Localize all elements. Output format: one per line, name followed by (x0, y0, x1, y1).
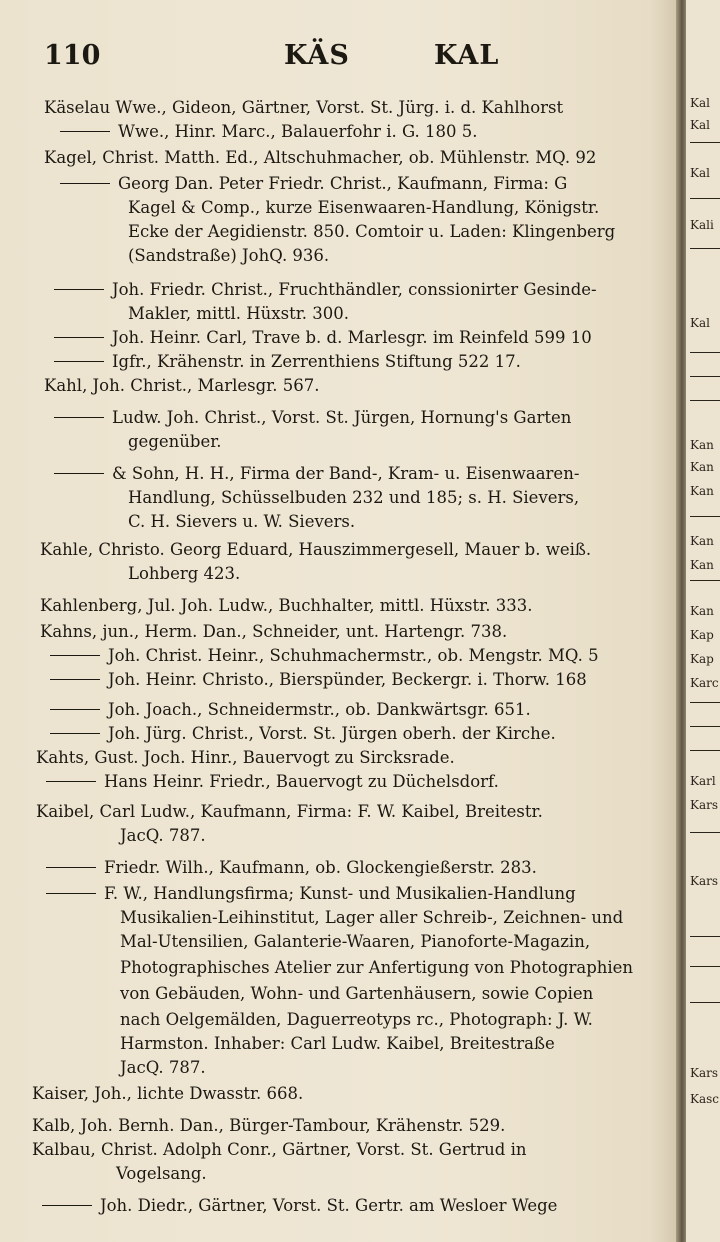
continuation-line (42, 1194, 557, 1218)
entry-text: Kagel & Comp., kurze Eisenwaaren-Handlung, Königstr. (128, 198, 600, 217)
ditto-dash (54, 337, 104, 338)
adjacent-page-dash (690, 516, 720, 517)
adjacent-page-fragment: Kali (690, 218, 714, 232)
continuation-line (60, 120, 478, 144)
entry-text: Handlung, Schüsselbuden 232 und 185; s. H. Sievers, (128, 488, 580, 507)
continuation-line (50, 698, 531, 722)
ditto-dash (46, 781, 96, 782)
adjacent-page-fragment: Kal (690, 96, 710, 110)
entry-text: Joh. Heinr. Carl, Trave b. d. Marlesgr. im Reinfeld 599 10 (112, 328, 592, 347)
header-last-entry: KAL (434, 40, 500, 71)
ditto-dash (60, 131, 110, 132)
entry-text: Joh. Diedr., Gärtner, Vorst. St. Gertr. am Wesloer Wege (100, 1196, 558, 1215)
continuation-line (54, 326, 592, 350)
continuation-line (50, 722, 556, 746)
adjacent-page-fragment: Kars (690, 798, 719, 812)
entry-line (40, 620, 507, 644)
entry-line (44, 146, 596, 170)
adjacent-page-dash (690, 142, 720, 143)
ditto-dash (50, 709, 100, 710)
entry-text: Kalbau, Christ. Adolph Conr., Gärtner, Vorst. St. Gertrud in (32, 1140, 527, 1159)
adjacent-page-dash (690, 936, 720, 937)
entry-line (120, 1056, 206, 1080)
adjacent-page-fragment: Karc (690, 676, 719, 690)
entry-line (120, 1008, 593, 1032)
entry-text: Lohberg 423. (128, 564, 241, 583)
adjacent-page-dash (690, 750, 720, 751)
entry-text: Hans Heinr. Friedr., Bauervogt zu Düchelsdorf. (104, 772, 499, 791)
entry-text: Joh. Christ. Heinr., Schuhmachermstr., ob. Mengstr. MQ. 5 (108, 646, 599, 665)
adjacent-page-fragment: Kars (690, 1066, 719, 1080)
ditto-dash (50, 679, 100, 680)
entry-text: Kahns, jun., Herm. Dan., Schneider, unt. Hartengr. 738. (40, 622, 508, 641)
adjacent-page-fragment: Kan (690, 460, 714, 474)
ditto-dash (46, 867, 96, 868)
header-first-entry: KÄS (284, 40, 350, 71)
continuation-line (54, 350, 521, 374)
entry-line (36, 746, 455, 770)
entry-text: JacQ. 787. (120, 1058, 206, 1077)
entry-line (120, 930, 590, 954)
entry-text: Kagel, Christ. Matth. Ed., Altschuhmacher, ob. Mühlenstr. MQ. 92 (44, 148, 597, 167)
entry-line (128, 486, 579, 510)
adjacent-page-fragment: Kap (690, 628, 714, 642)
adjacent-page-dash (690, 352, 720, 353)
adjacent-page-fragment: Kan (690, 484, 714, 498)
adjacent-page-fragment: Kal (690, 166, 710, 180)
entry-text: Joh. Friedr. Christ., Fruchthändler, conssionirter Gesinde- (112, 280, 597, 299)
entry-text: Musikalien-Leihinstitut, Lager aller Schreib-, Zeichnen- und (120, 908, 624, 927)
adjacent-page-fragment: Kars (690, 874, 719, 888)
page-number: 110 (44, 40, 101, 71)
adjacent-page-fragment: Karl (690, 774, 716, 788)
entry-text: Joh. Jürg. Christ., Vorst. St. Jürgen oberh. der Kirche. (108, 724, 556, 743)
entry-line (128, 220, 615, 244)
entry-text: C. H. Sievers u. W. Sievers. (128, 512, 356, 531)
entry-text: Wwe., Hinr. Marc., Balauerfohr i. G. 180 5. (118, 122, 478, 141)
adjacent-page-fragment: Kap (690, 652, 714, 666)
adjacent-page-dash (690, 198, 720, 199)
entry-line (128, 562, 240, 586)
entry-line (116, 1162, 207, 1186)
entry-text: Kahlenberg, Jul. Joh. Ludw., Buchhalter, mittl. Hüxstr. 333. (40, 596, 533, 615)
ditto-dash (54, 361, 104, 362)
adjacent-page-dash (690, 832, 720, 833)
adjacent-page-dash (690, 702, 720, 703)
entry-line (44, 96, 563, 120)
adjacent-page-dash (690, 1002, 720, 1003)
adjacent-page-dash (690, 580, 720, 581)
continuation-line (60, 172, 567, 196)
entry-line (128, 430, 222, 454)
continuation-line (54, 278, 597, 302)
entry-text: von Gebäuden, Wohn- und Gartenhäusern, sowie Copien (120, 984, 594, 1003)
continuation-line (50, 644, 599, 668)
adjacent-page-dash (690, 376, 720, 377)
continuation-line (46, 882, 576, 906)
adjacent-page-fragment: Kasc (690, 1092, 719, 1106)
entry-text: Kahts, Gust. Joch. Hinr., Bauervogt zu Sircksrade. (36, 748, 455, 767)
entry-text: Joh. Heinr. Christo., Bierspünder, Beckergr. i. Thorw. 168 (108, 670, 587, 689)
entry-text: Kaiser, Joh., lichte Dwasstr. 668. (32, 1084, 304, 1103)
entry-text: Mal-Utensilien, Galanterie-Waaren, Pianoforte-Magazin, (120, 932, 591, 951)
ditto-dash (46, 893, 96, 894)
entry-text: Kalb, Joh. Bernh. Dan., Bürger-Tambour, Krähenstr. 529. (32, 1116, 506, 1135)
entry-text: Kaibel, Carl Ludw., Kaufmann, Firma: F. W. Kaibel, Breitestr. (36, 802, 543, 821)
continuation-line (50, 668, 587, 692)
continuation-line (46, 770, 499, 794)
entry-line (120, 956, 633, 980)
entry-text: Vogelsang. (116, 1164, 207, 1183)
ditto-dash (54, 417, 104, 418)
adjacent-page-fragment: Kan (690, 558, 714, 572)
entry-line (120, 906, 623, 930)
entry-line (32, 1138, 527, 1162)
ditto-dash (60, 183, 110, 184)
page-header (44, 40, 674, 80)
book-gutter (676, 0, 686, 1242)
entry-line (120, 1032, 555, 1056)
entry-line (44, 374, 319, 398)
entry-line (40, 538, 591, 562)
continuation-line (54, 462, 579, 486)
entry-text: Ecke der Aegidienstr. 850. Comtoir u. Laden: Klingenberg (128, 222, 616, 241)
adjacent-page-edge (686, 0, 720, 1242)
adjacent-page-dash (690, 726, 720, 727)
entry-line (36, 800, 543, 824)
entry-text: gegenüber. (128, 432, 222, 451)
entry-line (128, 510, 355, 534)
entry-text: nach Oelgemälden, Daguerreotyps rc., Photograph: J. W. (120, 1010, 593, 1029)
entry-line (128, 196, 599, 220)
ditto-dash (42, 1205, 92, 1206)
entry-line (120, 824, 206, 848)
entry-line (32, 1114, 505, 1138)
entry-line (120, 982, 593, 1006)
ditto-dash (50, 655, 100, 656)
adjacent-page-dash (690, 966, 720, 967)
ditto-dash (54, 473, 104, 474)
entry-text: JacQ. 787. (120, 826, 206, 845)
adjacent-page-fragment: Kan (690, 534, 714, 548)
entry-text: Georg Dan. Peter Friedr. Christ., Kaufmann, Firma: G (118, 174, 568, 193)
ditto-dash (50, 733, 100, 734)
entry-text: (Sandstraße) JohQ. 936. (128, 246, 330, 265)
entry-line (32, 1082, 303, 1106)
adjacent-page-fragment: Kal (690, 316, 710, 330)
entry-text: Käselau Wwe., Gideon, Gärtner, Vorst. St. Jürg. i. d. Kahlhorst (44, 98, 564, 117)
entry-line (128, 244, 329, 268)
entry-text: Photographisches Atelier zur Anfertigung von Photographien (120, 958, 634, 977)
entry-text: Makler, mittl. Hüxstr. 300. (128, 304, 350, 323)
adjacent-page-fragment: Kan (690, 438, 714, 452)
adjacent-page-dash (690, 248, 720, 249)
entry-text: Kahle, Christo. Georg Eduard, Hauszimmergesell, Mauer b. weiß. (40, 540, 592, 559)
continuation-line (46, 856, 537, 880)
continuation-line (54, 406, 571, 430)
entry-line (128, 302, 349, 326)
ditto-dash (54, 289, 104, 290)
entry-text: Joh. Joach., Schneidermstr., ob. Dankwärtsgr. 651. (108, 700, 531, 719)
entry-text: F. W., Handlungsfirma; Kunst- und Musikalien-Handlung (104, 884, 576, 903)
entry-text: Igfr., Krähenstr. in Zerrenthiens Stiftung 522 17. (112, 352, 521, 371)
entry-text: Friedr. Wilh., Kaufmann, ob. Glockengießerstr. 283. (104, 858, 537, 877)
entry-text: Ludw. Joh. Christ., Vorst. St. Jürgen, Hornung's Garten (112, 408, 572, 427)
entry-text: & Sohn, H. H., Firma der Band-, Kram- u. Eisenwaaren- (112, 464, 580, 483)
entry-text: Harmston. Inhaber: Carl Ludw. Kaibel, Breitestraße (120, 1034, 555, 1053)
entry-line (40, 594, 532, 618)
adjacent-page-fragment: Kal (690, 118, 710, 132)
adjacent-page-fragment: Kan (690, 604, 714, 618)
entry-text: Kahl, Joh. Christ., Marlesgr. 567. (44, 376, 320, 395)
adjacent-page-dash (690, 400, 720, 401)
